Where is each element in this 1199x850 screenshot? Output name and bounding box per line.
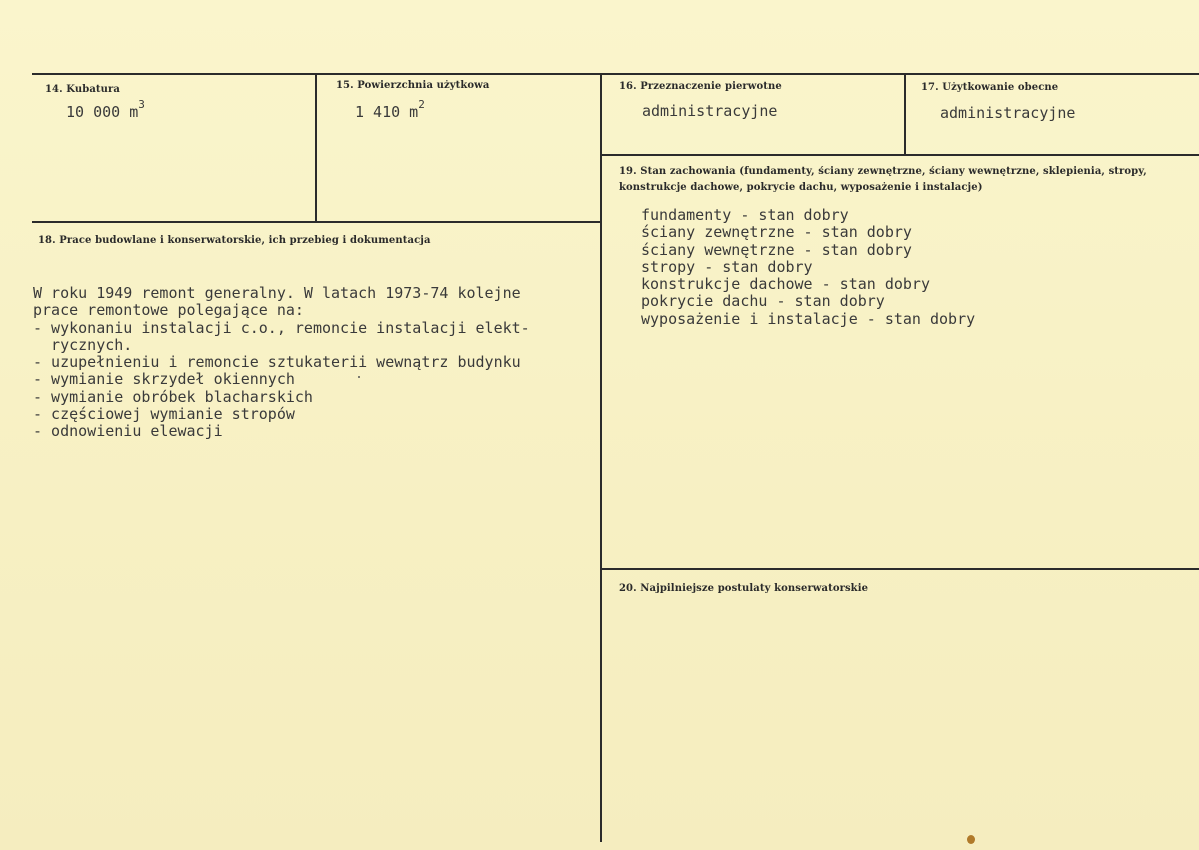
field-17-label: 17. Użytkowanie obecne [921,82,1059,93]
field-19-line: pokrycie dachu - stan dobry [641,292,885,311]
field-18-line: - odnowieniu elewacji [33,422,223,441]
field-18-line: - wymianie skrzydeł okiennych [33,370,295,389]
rule-under-19 [601,568,1199,570]
field-19-line: wyposażenie i instalacje - stan dobry [641,309,976,328]
field-18-line: - uzupełnieniu i remoncie sztukaterii wewnątrz budynku [33,353,521,372]
field-18-line: - częściowej wymianie stropów [33,405,295,424]
field-15-exponent: 2 [418,98,425,111]
field-19-text [641,207,975,328]
paper-speck [967,835,975,844]
field-19-line: ściany wewnętrzne - stan dobry [641,240,912,259]
field-20-label: 20. Najpilniejsze postulaty konserwatorskie [619,583,869,594]
field-14-number: 10 000 m [66,103,139,121]
divider-16-17 [904,74,906,155]
field-17-value: administracyjne [940,104,1076,122]
field-19-label: 19. Stan zachowania (fundamenty, ściany zewnętrzne, ściany wewnętrzne, sklepienia, stropy, konstrukcje dachowe, pokrycie dachu, wyposażenie i instalacje) [619,166,1147,193]
field-19-line: fundamenty - stan dobry [641,206,849,224]
field-14-label: 14. Kubatura [45,84,120,95]
field-14-value [66,98,145,121]
field-18-line: W roku 1949 remont generalny. W latach 1973-74 kolejne [33,284,521,302]
field-18-line: prace remontowe polegające na: [33,301,304,320]
field-19-line: stropy - stan dobry [641,257,813,276]
divider-left-right [600,74,602,842]
rule-under-14-15 [32,221,601,223]
rule-under-16-17 [601,154,1199,156]
field-18-line: rycznych. [33,335,133,354]
field-18-line: - wymianie obróbek blacharskich [33,387,313,406]
field-18-label: 18. Prace budowlane i konserwatorskie, ich przebieg i dokumentacja [38,235,431,246]
divider-14-15 [315,74,317,222]
top-rule [32,73,1199,75]
paper-speck [358,376,360,378]
field-15-value [355,98,425,121]
field-18-text [33,285,530,441]
field-15-label: 15. Powierzchnia użytkowa [336,80,490,91]
field-19-line: konstrukcje dachowe - stan dobry [641,275,930,294]
field-16-value: administracyjne [642,102,778,120]
field-15-number: 1 410 m [355,103,419,121]
field-14-exponent: 3 [138,98,145,111]
field-19-line: ściany zewnętrzne - stan dobry [641,223,912,242]
field-16-label: 16. Przeznaczenie pierwotne [619,81,782,92]
field-18-line: - wykonaniu instalacji c.o., remoncie instalacji elekt- [33,318,530,337]
